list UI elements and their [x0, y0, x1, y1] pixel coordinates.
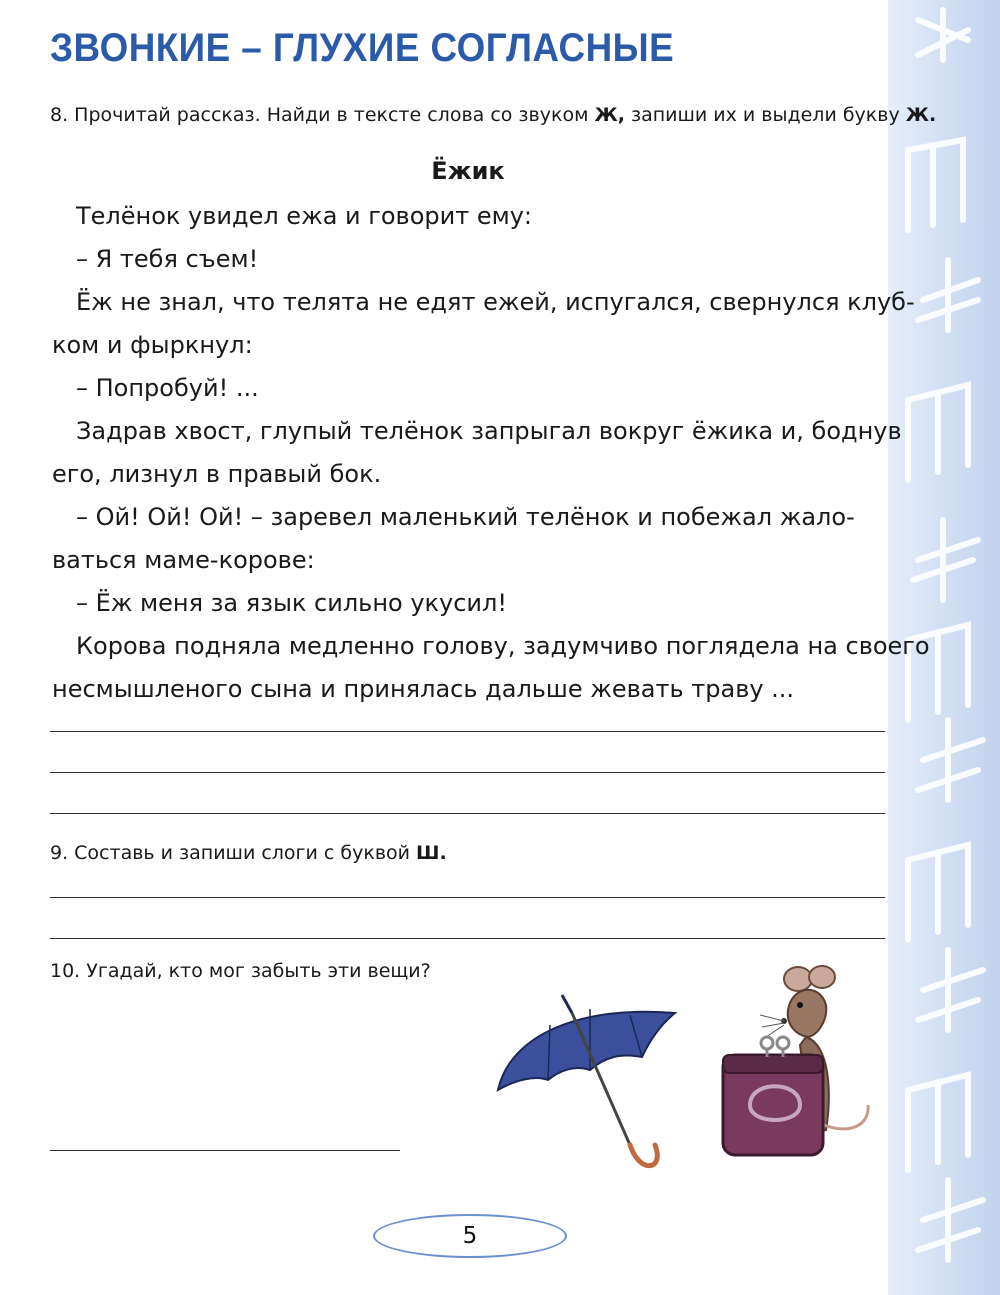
story-line: ком и фыркнул:: [52, 331, 253, 359]
page-number: [373, 1214, 567, 1258]
story-line: – Ёж меня за язык сильно укусил!: [76, 589, 507, 617]
task-9-instruction: 9. Составь и запиши слоги с буквой Ш.: [50, 842, 447, 864]
story-line: – Ой! Ой! Ой! – заревел маленький телёнок и побежал жало-: [76, 503, 855, 531]
story-line: ваться маме-корове:: [52, 546, 315, 574]
answer-line[interactable]: [50, 813, 885, 814]
umbrella-icon: [490, 985, 690, 1180]
page-title: ЗВОНКИЕ – ГЛУХИЕ СОГЛАСНЫЕ: [50, 26, 675, 70]
story-line: несмышленого сына и принялась дальше жевать траву ...: [52, 675, 795, 703]
answer-line[interactable]: [50, 897, 885, 898]
story-line: его, лизнул в правый бок.: [52, 460, 382, 488]
page-number-text: 5: [462, 1223, 478, 1249]
story-line: Ёж не знал, что телята не едят ежей, испугался, свернулся клуб-: [76, 288, 915, 316]
story-title: Ёжик: [431, 157, 505, 185]
answer-line[interactable]: [50, 1150, 400, 1151]
task-10-instruction: 10. Угадай, кто мог забыть эти вещи?: [50, 960, 431, 982]
story-line: Задрав хвост, глупый телёнок запрыгал вокруг ёжика и, боднув: [76, 417, 902, 445]
answer-line[interactable]: [50, 772, 885, 773]
story-line: – Я тебя съем!: [76, 245, 259, 273]
story-line: Корова подняла медленно голову, задумчиво поглядела на своего: [76, 632, 930, 660]
answer-line[interactable]: [50, 938, 885, 939]
story-line: – Попробуй! ...: [76, 374, 259, 402]
answer-line[interactable]: [50, 731, 885, 732]
bag-icon: [715, 1025, 835, 1165]
task-8-instruction: 8. Прочитай рассказ. Найди в тексте слова со звуком Ж, запиши их и выдели букву Ж.: [50, 104, 937, 126]
story-line: Телёнок увидел ежа и говорит ему:: [76, 202, 532, 230]
